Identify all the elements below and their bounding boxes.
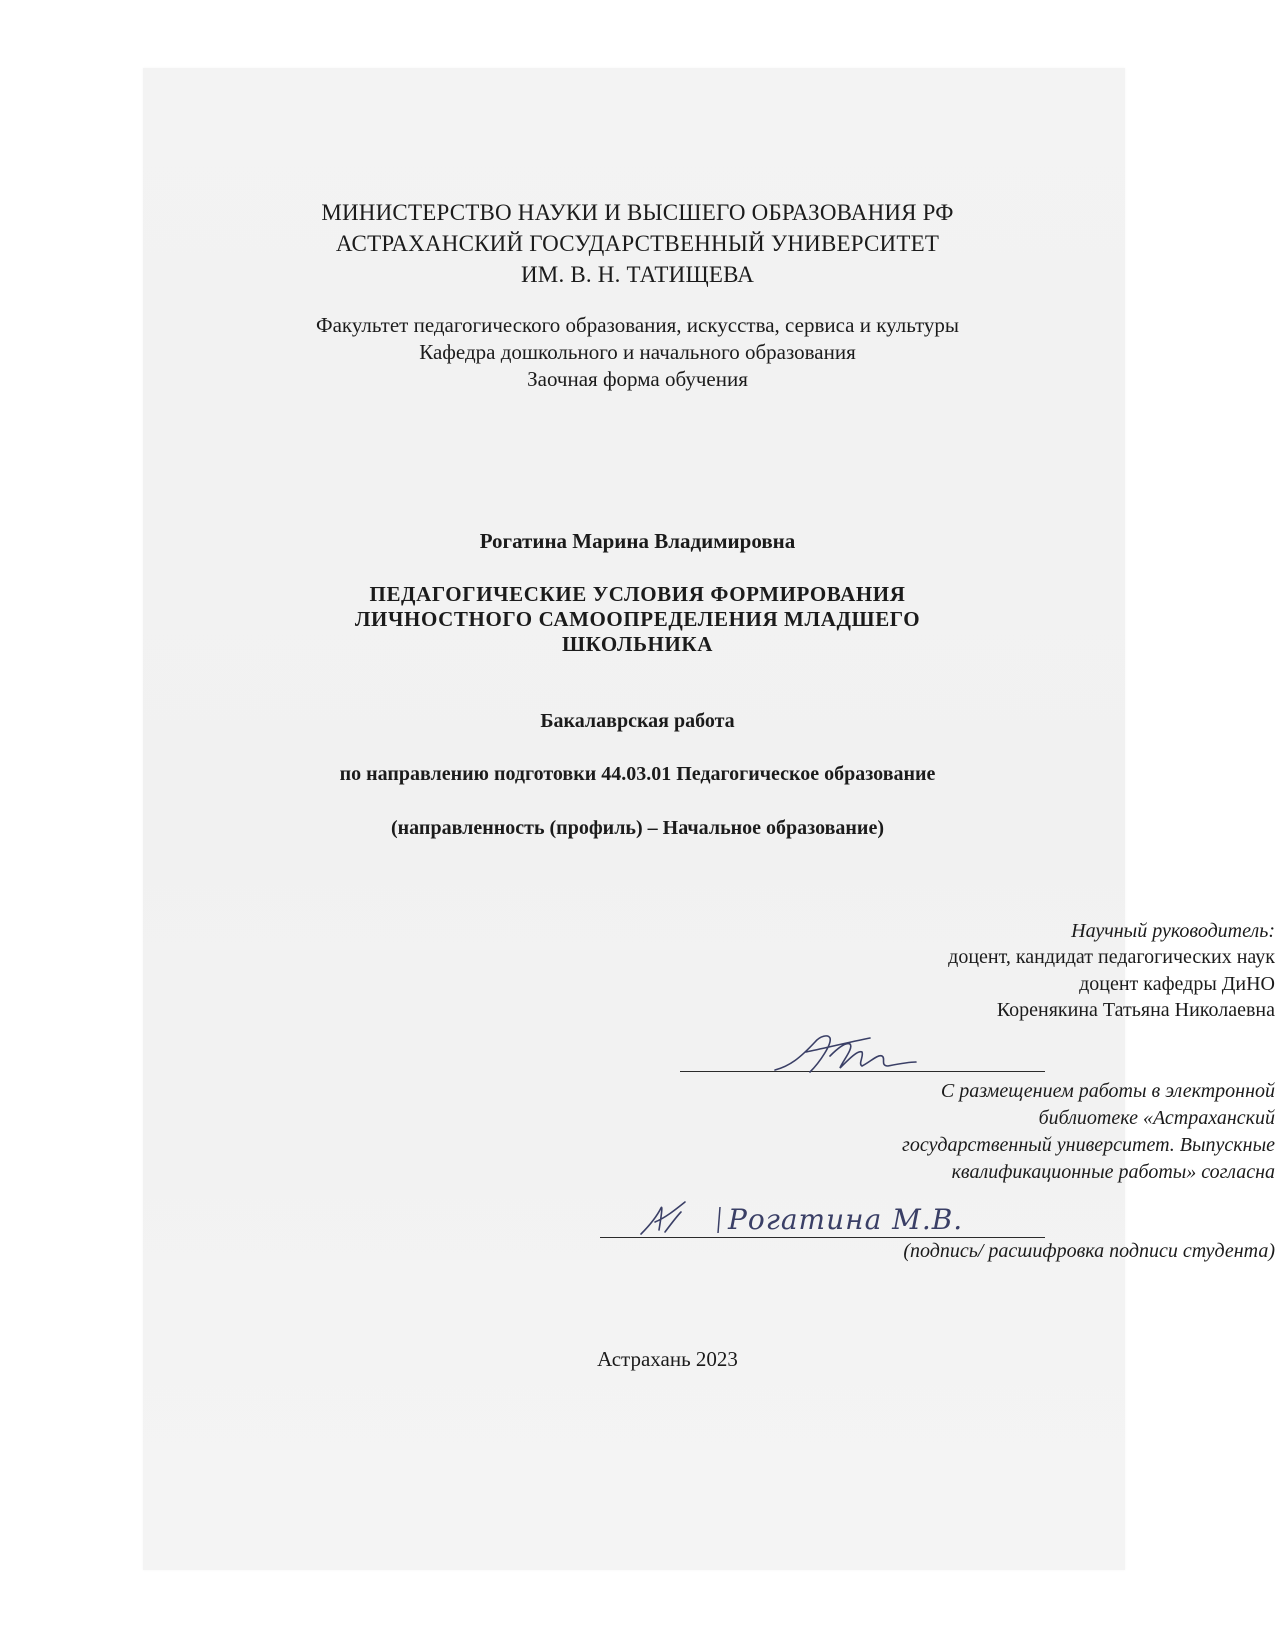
signature-caption: (подпись/ расшифровка подписи студента): [903, 1240, 1275, 1262]
study-profile: (направленность (профиль) – Начальное образование): [391, 817, 884, 839]
consent-line-2: библиотеке «Астраханский: [1038, 1107, 1275, 1129]
student-signature: [635, 1198, 695, 1240]
ministry-heading: МИНИСТЕРСТВО НАУКИ И ВЫСШЕГО ОБРАЗОВАНИЯ РФ: [321, 200, 954, 225]
faculty-name: Факультет педагогического образования, искусства, сервиса и культуры: [316, 313, 959, 337]
supervisor-signature: [770, 1028, 920, 1080]
city-year: Астрахань 2023: [597, 1347, 738, 1371]
consent-line-4: квалификационные работы» согласна: [951, 1161, 1275, 1183]
consent-line-3: государственный университет. Выпускные: [902, 1134, 1275, 1156]
signature-slash: [716, 1205, 722, 1235]
thesis-title-line-1: ПЕДАГОГИЧЕСКИЕ УСЛОВИЯ ФОРМИРОВАНИЯ: [369, 582, 906, 606]
author-name: Рогатина Марина Владимировна: [479, 529, 796, 553]
student-handwritten-name: Рогатина М.В.: [728, 1203, 964, 1236]
study-form: Заочная форма обучения: [527, 367, 748, 391]
thesis-title-line-3: ШКОЛЬНИКА: [561, 632, 714, 656]
supervisor-name: Коренякина Татьяна Николаевна: [996, 999, 1275, 1021]
university-heading: АСТРАХАНСКИЙ ГОСУДАРСТВЕННЫЙ УНИВЕРСИТЕТ: [335, 231, 940, 256]
thesis-title-line-2: ЛИЧНОСТНОГО САМООПРЕДЕЛЕНИЯ МЛАДШЕГО: [354, 607, 921, 631]
work-type: Бакалаврская работа: [540, 710, 735, 732]
supervisor-label: Научный руководитель:: [1071, 920, 1275, 942]
department-name: Кафедра дошкольного и начального образования: [419, 340, 856, 364]
consent-line-1: С размещением работы в электронной: [940, 1080, 1275, 1102]
university-named-after: ИМ. В. Н. ТАТИЩЕВА: [520, 262, 755, 287]
study-direction: по направлению подготовки 44.03.01 Педагогическое образование: [339, 763, 936, 785]
supervisor-degree: доцент, кандидат педагогических наук: [948, 946, 1275, 968]
supervisor-position: доцент кафедры ДиНО: [1079, 973, 1275, 995]
